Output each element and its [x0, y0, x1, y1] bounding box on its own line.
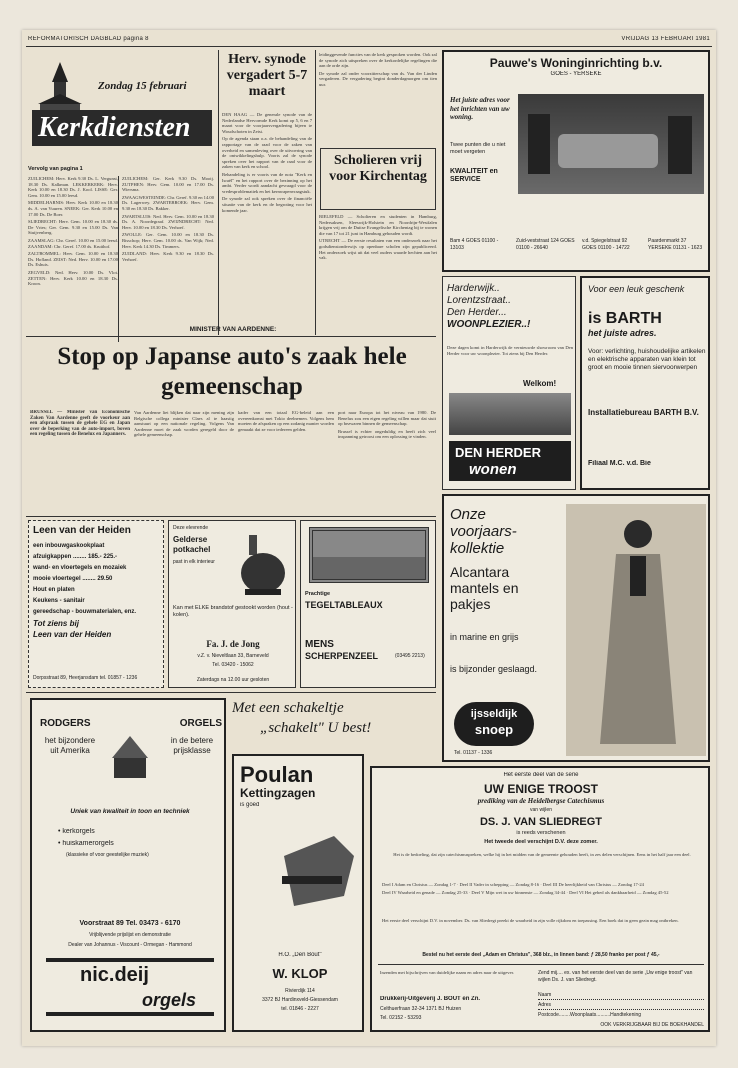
troost-title: UW ENIGE TROOST: [484, 782, 598, 796]
kerkdiensten-banner: [28, 50, 214, 162]
heiden-item: Leen van der Heiden: [33, 630, 112, 639]
poulan-brand: Poulan: [240, 762, 314, 786]
headline-kicker: MINISTER VAN AARDENNE:: [189, 326, 277, 333]
kerk-vervolg: Vervolg van pagina 1: [28, 166, 83, 172]
chainsaw-image: [274, 816, 358, 920]
ijsseldijk-colors: in marine en grijs: [450, 632, 519, 642]
pauwe-addr-2: Zuid-veststraat 124 GOES 01100 - 26640: [516, 238, 575, 251]
ijsseldijk-tel: Tel. 01137 - 1336: [454, 750, 493, 756]
rodgers-dealer: Dealer van Johannus - Viscount - Ormegan - Hammond: [68, 942, 192, 948]
troost-utel: Tel. 02152 - 53293: [380, 1015, 422, 1021]
troost-contents: Deel I Adam en Christus — Zondag 1-7 · Deel II Vader in schepping — Zondag 8-16 · Deel III De heerlijkheid van Christus — Zondag 17-24 Deel IV Waarheid en genade — Zondag 25-33 · Deel V Mijn wet in uw binnenste — Zondag 34-44 · Deel VI Het gebed als dankbaarheid — Zondag 45-52: [382, 882, 669, 895]
nic-deij-logo: nic.deij orgels: [46, 958, 214, 1020]
mens-prachtig: Prachtige: [305, 591, 331, 597]
kerk-listing-col1: ZUILICHEM: Herv. Kerk 9.30 Ds. L. Vergunst, 18.30 Ds. Kalkman. LEKKERKERK: Herv. Kerk 10.00 en 18.30 Ds. J. Kool. LISSE: Ger. Gem. 10.00 en 15.00 leesd. MIDDELHARNIS: Herv. Kerk 10.00 en 18.30 ds. A. van Vuuren. SNEEK: Ger. Kerk 10.00 en 17.00 Ds. De Boer. SLIEDRECHT: Herv. Gem. 10.00 en 18.30 ds. De Vries; Ger. Gem. 9.30 en 15.00 Ds. Van Stuijvenberg. ZAAMSLAG: Chr. Geref. 10.00 en 15.00 leesd. ZAANDAM: Chr. Geref. 17.00 ds. Kruithof. ZALTBOMMEL: Herv. Gem. 10.00 en 18.30 Ds. Hofland. ZEIST: Ned. Herv. 10.00 en 17.00 Ds. Eshuis. ZEGVELD: Ned. Herv. 10.00 Ds. Vlot. ZETTEN: Herv. Kerk 10.00 en 18.30 Ds. Kroon.: [28, 176, 118, 287]
organ-icon: [108, 734, 152, 780]
barth-body: Voor: verlichting, huishoudelijke artikelen en elektrische apparaten van klein tot groot en mooie tinnen siervoorwerpen: [588, 348, 706, 371]
poulan-shop: H.O. „Den Bout": [278, 952, 322, 958]
ijsseldijk-headline: Onze voorjaars- kollektie: [450, 506, 517, 557]
poulan-note: is goed: [240, 802, 260, 808]
newspaper-page: [22, 30, 716, 1046]
kerk-listing-col2: ZUILICHEM: Ger. Kerk 9.30 Ds. Mooij. ZUTPHEN: Herv. Gem. 10.00 en 17.00 Ds. Wiersma. ZWAAGWESTEINDE: Chr. Geref. 9.30 en 14.00 Ds. Lagerwey. ZWARTEBROEK: Herv. Gem. 9.30 en 18.30 Ds. Bakker. ZWARTSLUIS: Ned. Herv. Gem. 10.00 en 18.30 Ds. A. Noordegraaf. ZWIJNDRECHT: Ned. Herv. 10.00 en 18.30 Ds. Verhoef. ZWOLLE: Ger. Gem. 10.00 en 18.30 Ds. Bisschop; Herv. Gem. 10.00 ds. Van Wijk; Ned. Herv. Kerk 14.30 Ds. Timmers. ZUIDLAND: Herv. Kerk 9.30 en 18.30 Ds. Verhoef.: [122, 176, 214, 262]
troost-intro: Het eerste deel van de serie: [503, 772, 579, 778]
mens-name: MENS: [305, 639, 334, 650]
rodgers-right-sub: in de betere prijsklasse: [170, 736, 214, 755]
mens-ad: [300, 520, 436, 688]
synode-article-cont: leidinggevende functies van de kerk gesproken worden. Ook zal de synode zich uitspreken over de kerkordelijke regelingen die aan de orde zijn. De synode zal onder voorzitterschap van ds. Van der Linden vergaderen. De vergadering begint donderdagmorgen om tien uur.: [319, 52, 437, 87]
scholieren-article: BIELEFELD — Scholieren en studenten in Hamburg, Nedersaksen, Sleeswijk-Holstein en Noordrijn-Westfalen krijgen vrij om de Duitse Evangelische Kirchentag bij te wonen die van 17 tot 21 juni in Hamburg gehouden wordt. UTRECHT — De eerste resultaten van een onderzoek naar het godsdienstonderwijs op openbare scholen zijn gepubliceerd. Het onderzoek wijst uit dat veel ouders waarde hechten aan het vak.: [319, 214, 437, 261]
heiden-item: wand- en vloertegels en mozaiek: [33, 565, 127, 571]
troost-description: Het is de bedoeling, dat zijn catechismuspreken, welke hij in het midden van de gemeente gehouden heeft, in zes delen verschijnen. Eens in het half jaar een deel.: [393, 852, 691, 857]
barth-name: is BARTH: [588, 310, 662, 327]
poulan-tel: tel. 01846 - 2227: [281, 1006, 319, 1012]
barth-filiaal: Filiaal M.C. v.d. Bie: [588, 460, 651, 467]
pauwe-addr-1: Bam 4 GOES 01100 - 13103: [450, 238, 499, 251]
poulan-name: W. KLOP: [272, 966, 328, 981]
de-jong-note: Zaterdags na 12.00 uur gesloten: [196, 677, 270, 683]
den-herder-ad: [442, 276, 576, 490]
synode-article: DEN HAAG — De generale synode van de Nederlandse Hervormde Kerk komt op 5, 6 en 7 maart voor de voorjaarsvergadering bijeen te Woudschoten in Zeist. Op de agenda staan o.a. de behandeling van de rapportage van de raad voor de zaken van overheid en samenleving over de uitvoering van de ontwikkelingshulp. Voorts zal de synode spreken over het rapport van de raad voor de zaken van kerk en school. Behandeling is er voorts van de nota "Kerk en Israël" en het rapport over de bezinning op het ambt. Verder wordt aandacht gevraagd voor de vredesproblematiek en het kernwapenvraagstuk. De synode zal ook spreken over de financiële situatie van de kerk en de begroting voor het komende jaar.: [222, 112, 312, 213]
page-header-left: REFORMATORISCH DAGBLAD pagina 8: [28, 36, 149, 42]
pauwe-title: Pauwe's Woninginrichting b.v.: [489, 56, 663, 70]
rodgers-bullet-1: • kerkorgels: [58, 828, 95, 835]
pauwe-addr-3: v.d. Spiegelstraat 92 GOES 01100 - 14722: [582, 238, 630, 251]
troost-ook: OOK VERKRIJGBAAR BIJ DE BOEKHANDEL: [600, 1022, 704, 1028]
heiden-ad: [28, 520, 164, 688]
troost-coupon-text: Inzenden met bijschrijven van duidelijke naam en adres naar de uitgever.: [380, 970, 515, 975]
ijsseldijk-logo: ijsseldijk snoep: [454, 702, 534, 746]
de-jong-tel: Tel. 03420 - 15062: [212, 662, 254, 668]
rodgers-ad: [30, 698, 226, 1032]
headline-title: Stop op Japanse auto's zaak hele gemeenschap: [57, 343, 407, 400]
pauwe-subtitle: GOES - YERSEKE: [550, 71, 602, 77]
ijsseldijk-note: is bijzonder geslaagd.: [450, 664, 538, 674]
pauwe-tagline: Het juiste adres voor het inrichten van uw woning.: [450, 96, 510, 121]
de-jong-product: Gelderse potkachel: [173, 535, 211, 554]
poulan-addr: Rivierdijk 114: [285, 988, 315, 994]
headline-col2: Van Aardenne liet blijken dat naar zijn mening zijn Belgische collega minister Claes al te haastig aanstuurt op een nationale regeling. Volgens Van Aardenne moet de zaak worden geregeld door de gehele gemeenschap.: [134, 410, 234, 438]
troost-order: Bestel nu het eerste deel „Adam en Christus", 368 blz., in linnen band: ƒ 28,50 franko per post ƒ 45,-: [422, 952, 660, 958]
troost-review: Het eerste deel verschijnt D.V. in november. Ds. van Sliedregt preekt de waarheid in zijn volle rijkdom en toepassing. Een boek dat in geen gezin mag ontbreken.: [382, 918, 679, 923]
heiden-item: afzuigkappen ........ 185.- 225.-: [33, 554, 118, 560]
rodgers-right: ORGELS: [179, 718, 222, 729]
troost-ad: [370, 766, 710, 1032]
coupon-naam-field[interactable]: Naam: [538, 992, 704, 1000]
poulan-city: 3372 BJ Hardinxveld-Giessendam: [262, 997, 338, 1003]
rodgers-left-sub: het bijzondere uit Amerika: [44, 736, 96, 755]
heiden-footer: Dorpsstraat 89, Heerjansdam tel. 01857 - 1236: [33, 675, 138, 681]
troost-uaddr: Celthuerfraan 32-34 1371 BJ Huizen: [380, 1006, 462, 1012]
pauwe-addr-4: Paardenmarkt 37 YERSEKE 01131 - 1623: [648, 238, 703, 251]
troost-deel: Het tweede deel verschijnt D.V. deze zomer.: [484, 839, 598, 845]
pauwe-kwaliteit: KWALITEIT en SERVICE: [450, 168, 498, 183]
showroom-photo: [449, 393, 571, 435]
troost-van: van wijlen: [530, 807, 552, 813]
heiden-item: mooie vloertegel ........ 29.50: [33, 576, 113, 582]
troost-zend: Zend mij.... ex. van het eerste deel van de serie „Uw enige troost" van wijlen Ds. J. van Sliedregt.: [538, 970, 693, 983]
heiden-item: Keukens - sanitair: [33, 598, 85, 604]
ijsseldijk-ad: [442, 494, 710, 762]
barth-ad: [580, 276, 710, 490]
fashion-model-photo: [566, 504, 706, 756]
heiden-item: Tot ziens bij: [33, 619, 79, 628]
rodgers-left: RODGERS: [40, 718, 91, 729]
barth-intro: Voor een leuk geschenk: [588, 284, 685, 294]
troost-name: DS. J. VAN SLIEDREGT: [479, 816, 603, 828]
heiden-item: een inbouwgaskookplaat: [33, 543, 105, 549]
den-herder-welkom: Welkom!: [523, 379, 557, 388]
rodgers-bullet-2: • huiskamerorgels: [58, 840, 114, 847]
ijsseldijk-product: Alcantara mantels en pakjes: [450, 564, 519, 612]
de-jong-body: Kan met ELKE brandstof gestookt worden (hout - kolen).: [173, 605, 293, 618]
heiden-item: Hout en platen: [33, 587, 75, 593]
rodgers-bullet-3: (klassieke of voor geestelijke muziek): [66, 852, 149, 858]
de-jong-ad: [168, 520, 296, 688]
den-herder-logo: DEN HERDER wonen: [449, 441, 571, 481]
troost-preken: is reeds verschenen: [516, 830, 566, 836]
rodgers-mid: Uniek van kwaliteit in toon en techniek: [70, 808, 190, 815]
page-header-right: VRIJDAG 13 FEBRUARI 1981: [621, 36, 710, 42]
rodgers-addr2: Vrijblijvende prijslijst en demonstratie: [89, 932, 171, 938]
de-jong-sub: past in elk interieur: [173, 559, 215, 565]
heiden-item: gereedschap - bouwmaterialen, enz.: [33, 609, 137, 615]
mens-tel: (03495 2213): [395, 653, 425, 659]
stove-image: [235, 533, 291, 597]
heiden-title: Leen van der Heiden: [33, 525, 131, 536]
scholieren-title: Scholieren vrij voor Kirchentag: [329, 153, 427, 184]
kerk-date: Zondag 15 februari: [98, 80, 187, 92]
rodgers-addr: Voorstraat 89 Tel. 03473 - 6170: [79, 920, 181, 927]
mens-title: TEGELTABLEAUX: [305, 600, 383, 610]
den-herder-text: Deze dagen komt in Harderwijk de vernieuwde showroom van Den Herder voor uw woonplezier. Tot ziens bij Den Herder.: [447, 345, 573, 356]
coupon-adres-field[interactable]: Adres: [538, 1002, 704, 1010]
de-jong-intro: Deze elevrende: [173, 525, 209, 531]
poulan-ad: [232, 754, 364, 1032]
pauwe-two-points: Twee punten die u niet moet vergeten: [450, 142, 506, 155]
headline-col3: kader van een totaal EG-beleid aan een overeenkomst met Tokio deelnemen. Volgens hem moeten de afspraken op een zodanig manier worden gemaakt dat ze voor iedereen gelden.: [238, 410, 334, 432]
synode-title: Herv. synode vergadert 5-7 maart: [226, 52, 308, 99]
troost-uitgeverij: Drukkerij-Uitgeverij J. BOUT en Zn.: [380, 996, 481, 1002]
heiden-items: [33, 541, 161, 671]
den-herder-headline: Harderwijk.. Lorentzstraat.. Den Herder... WOONPLEZIER..!: [447, 283, 531, 330]
scholieren-box: [320, 148, 436, 210]
de-jong-addr: v.Z. v. Nieveltlaan 33, Barneveld: [197, 653, 269, 659]
living-room-photo: [518, 94, 704, 194]
mens-place: SCHERPENZEEL: [305, 651, 379, 661]
schakel-slogan: Met een schakeltje „schakelt" U best!: [232, 700, 372, 736]
headline-col1: BRUSSEL — Minister van Economische Zaken Van Aardenne geeft de voorkeur aan een afspraak tussen de gehele EG en Japan over de beperking van de auto-import, boven een regeling tussen de Benelux en Japanners.: [30, 410, 130, 438]
poulan-sub: Kettingzagen: [240, 786, 316, 800]
headline-col4: port naar Europa tot het niveau van 1980. De Benelux zou een eigen regeling willen maar dat stuit op bezwaren binnen de gemeenschap. Brussel is echter ongeduldig en heeft zich veel inspanning getroost om een oplossing te vinden.: [338, 410, 436, 440]
pauwe-ad: [442, 50, 710, 272]
tile-tableau-image: [309, 527, 429, 583]
de-jong-name: Fa. J. de Jong: [206, 639, 260, 649]
troost-sub: prediking van de Heidelbergse Catechismus: [477, 797, 605, 805]
barth-bureau: Installatiebureau BARTH B.V.: [588, 408, 699, 417]
coupon-postcode-field[interactable]: Postcode........Woonplaats..........Handtekening: [538, 1012, 642, 1018]
barth-sub: het juiste adres.: [588, 328, 657, 338]
kerk-title: Kerkdiensten: [32, 110, 212, 146]
